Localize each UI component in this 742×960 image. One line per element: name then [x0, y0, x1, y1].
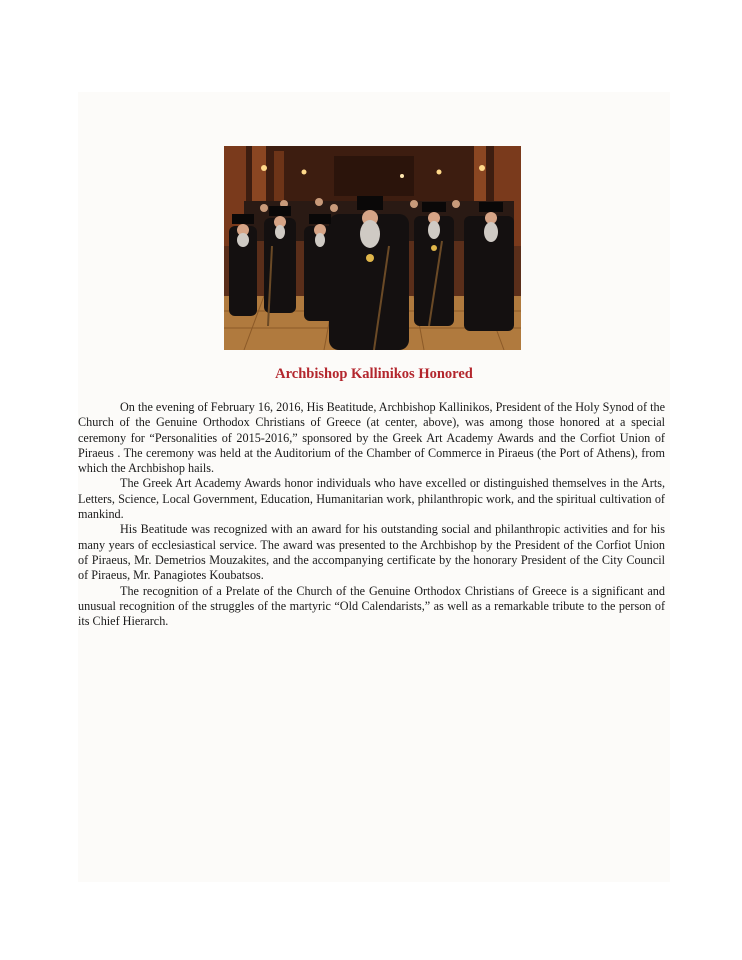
ceremony-photo: [224, 146, 521, 350]
article-paragraph-2: The Greek Art Academy Awards honor individuals who have excelled or distinguished themselves in the Arts, Letters, Science, Local Government, Education, Humanitarian work, philanthropic work, and the spiritual cultivation of mankind.: [78, 476, 665, 522]
article-title: Archbishop Kallinikos Honored: [275, 366, 473, 382]
ceremony-photo-illustration: [224, 146, 521, 350]
article-paragraph-4: The recognition of a Prelate of the Church of the Genuine Orthodox Christians of Greece is a significant and unusual recognition of the struggles of the martyric “Old Calendarists,” as well as a remarkable tribute to the person of its Chief Hierarch.: [78, 583, 665, 629]
article-body: [78, 400, 665, 629]
article-paragraph-3: His Beatitude was recognized with an award for his outstanding social and philanthropic activities and for his many years of ecclesiastical service. The award was presented to the Archbishop by the President of the Corfiot Union of Piraeus, Mr. Demetrios Mouzakites, and the accompanying certificate by the honorary President of the City Council of Piraeus, Mr. Panagiotes Koubatsos.: [78, 522, 665, 583]
article-paragraph-1: On the evening of February 16, 2016, His Beatitude, Archbishop Kallinikos, President of the Holy Synod of the Church of the Genuine Orthodox Christians of Greece (at center, above), was among those honored at a special ceremony for “Personalities of 2015-2016,” sponsored by the Greek Art Academy Awards and the Corfiot Union of Piraeus . The ceremony was held at the Auditorium of the Chamber of Commerce in Piraeus (the Port of Athens), from which the Archbishop hails.: [78, 400, 665, 476]
